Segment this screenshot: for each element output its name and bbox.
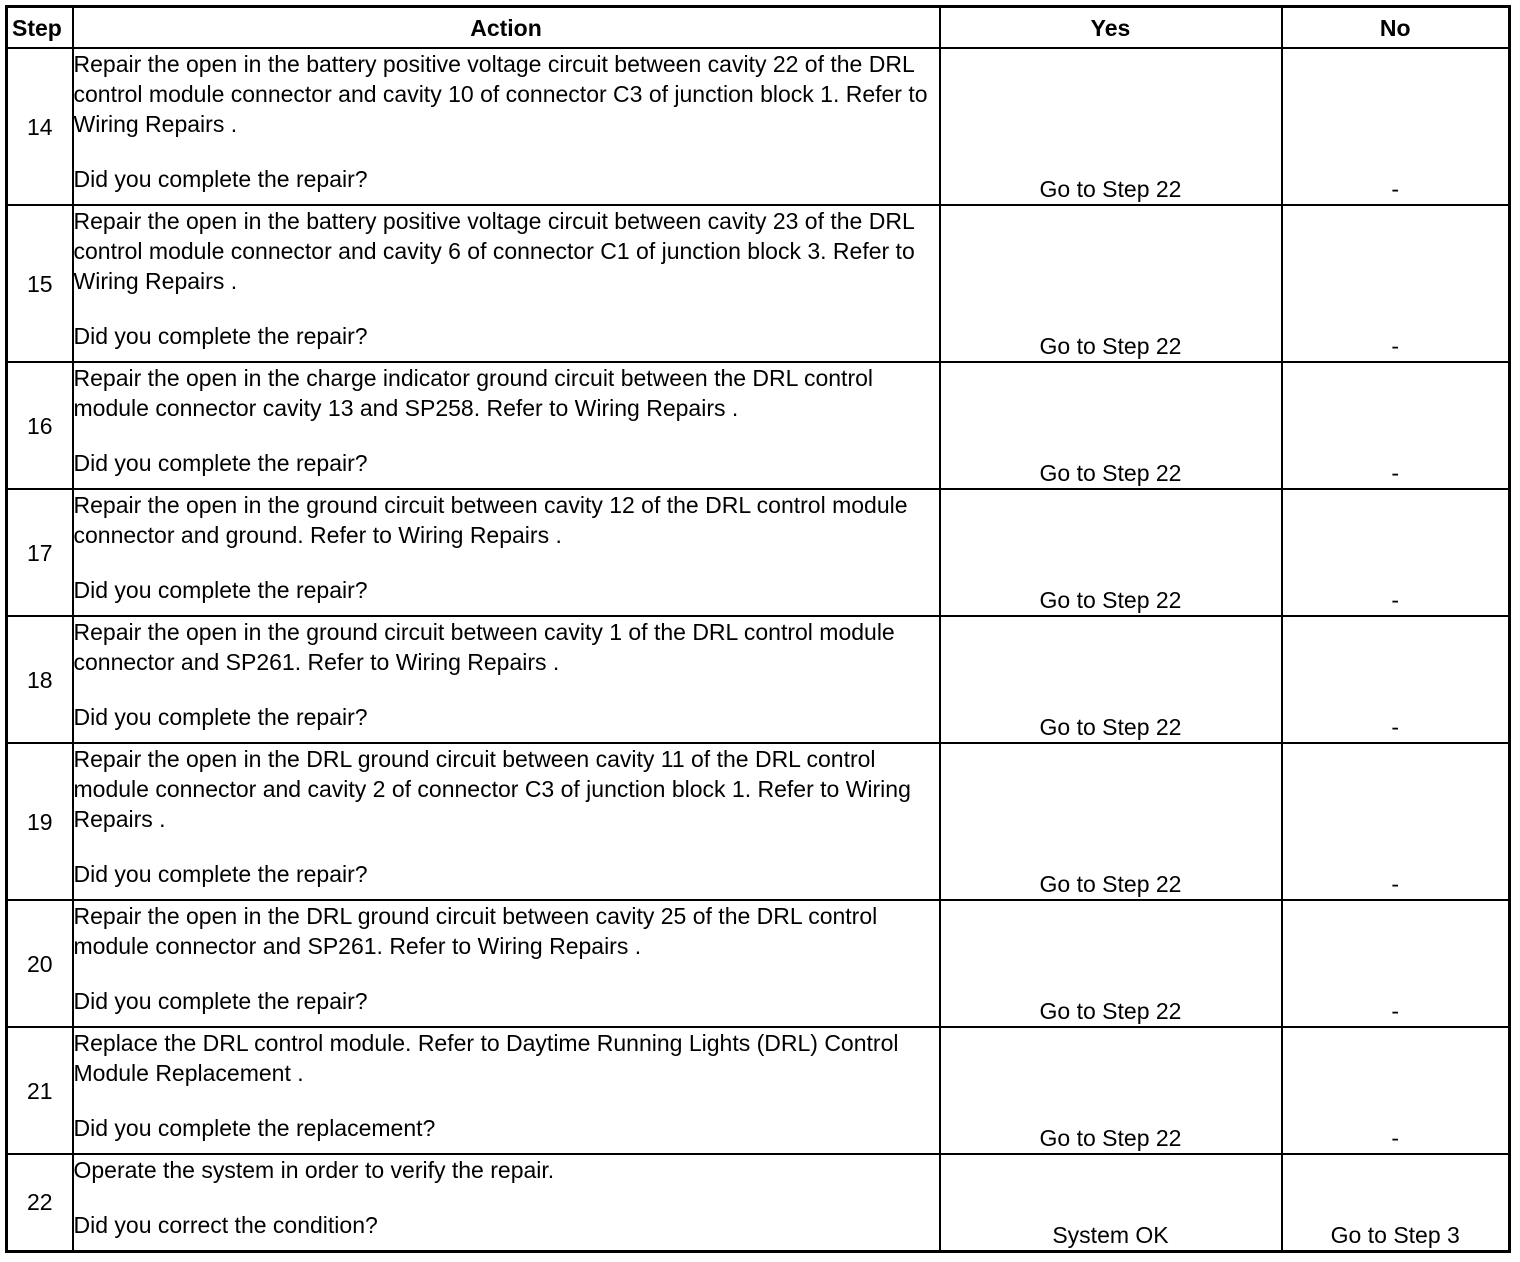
step-number: 18 bbox=[7, 616, 73, 743]
action-column-header: Action bbox=[73, 7, 940, 49]
table-row bbox=[7, 900, 1510, 1027]
no-result: - bbox=[1282, 616, 1510, 743]
no-result: - bbox=[1282, 205, 1510, 362]
yes-result: Go to Step 22 bbox=[940, 1027, 1282, 1154]
step-number: 15 bbox=[7, 205, 73, 362]
table-row bbox=[7, 362, 1510, 489]
table-row bbox=[7, 1027, 1510, 1154]
table-row bbox=[7, 1154, 1510, 1251]
no-result: Go to Step 3 bbox=[1282, 1154, 1510, 1251]
yes-result: Go to Step 22 bbox=[940, 743, 1282, 900]
step-number: 17 bbox=[7, 489, 73, 616]
action-question: Did you correct the condition? bbox=[73, 1212, 378, 1238]
action-question: Did you complete the repair? bbox=[73, 988, 368, 1014]
yes-result: System OK bbox=[940, 1154, 1282, 1251]
table-row bbox=[7, 489, 1510, 616]
action-cell bbox=[73, 1154, 940, 1251]
step-number: 20 bbox=[7, 900, 73, 1027]
no-result: - bbox=[1282, 743, 1510, 900]
step-number: 22 bbox=[7, 1154, 73, 1251]
table-row bbox=[7, 205, 1510, 362]
action-text: Operate the system in order to verify the repair. bbox=[73, 1157, 555, 1183]
yes-result: Go to Step 22 bbox=[940, 900, 1282, 1027]
action-cell bbox=[73, 48, 940, 205]
action-cell bbox=[73, 743, 940, 900]
action-cell bbox=[73, 1027, 940, 1154]
action-question: Did you complete the replacement? bbox=[73, 1115, 436, 1141]
action-text: Repair the open in the DRL ground circuit between cavity 25 of the DRL control module connector and SP261. Refer to Wiring Repairs . bbox=[73, 903, 878, 959]
action-text: Repair the open in the battery positive voltage circuit between cavity 22 of the DRL control module connector and cavity 10 of connector C3 of junction block 1. Refer to Wiring Repairs . bbox=[73, 51, 928, 137]
no-column-header: No bbox=[1282, 7, 1510, 49]
table-row bbox=[7, 616, 1510, 743]
step-column-header: Step bbox=[7, 7, 73, 49]
action-text: Repair the open in the ground circuit between cavity 12 of the DRL control module connector and ground. Refer to Wiring Repairs . bbox=[73, 492, 908, 548]
yes-result: Go to Step 22 bbox=[940, 616, 1282, 743]
yes-result: Go to Step 22 bbox=[940, 48, 1282, 205]
table-header-row bbox=[7, 7, 1510, 49]
yes-result: Go to Step 22 bbox=[940, 205, 1282, 362]
step-number: 16 bbox=[7, 362, 73, 489]
action-question: Did you complete the repair? bbox=[73, 166, 368, 192]
action-text: Repair the open in the charge indicator ground circuit between the DRL control module connector cavity 13 and SP258. Refer to Wiring Repairs . bbox=[73, 365, 874, 421]
diagnostic-table bbox=[5, 5, 1511, 1253]
no-result: - bbox=[1282, 1027, 1510, 1154]
no-result: - bbox=[1282, 362, 1510, 489]
action-cell bbox=[73, 616, 940, 743]
table-row bbox=[7, 743, 1510, 900]
action-cell bbox=[73, 900, 940, 1027]
no-result: - bbox=[1282, 900, 1510, 1027]
action-question: Did you complete the repair? bbox=[73, 450, 368, 476]
action-text: Repair the open in the ground circuit between cavity 1 of the DRL control module connector and SP261. Refer to Wiring Repairs . bbox=[73, 619, 895, 675]
action-text: Repair the open in the battery positive voltage circuit between cavity 23 of the DRL control module connector and cavity 6 of connector C1 of junction block 3. Refer to Wiring Repairs . bbox=[73, 208, 915, 294]
action-question: Did you complete the repair? bbox=[73, 323, 368, 349]
action-cell bbox=[73, 362, 940, 489]
action-question: Did you complete the repair? bbox=[73, 704, 368, 730]
yes-result: Go to Step 22 bbox=[940, 489, 1282, 616]
action-text: Repair the open in the DRL ground circuit between cavity 11 of the DRL control module connector and cavity 2 of connector C3 of junction block 1. Refer to Wiring Repairs . bbox=[73, 746, 911, 832]
step-number: 21 bbox=[7, 1027, 73, 1154]
yes-result: Go to Step 22 bbox=[940, 362, 1282, 489]
step-number: 19 bbox=[7, 743, 73, 900]
yes-column-header: Yes bbox=[940, 7, 1282, 49]
no-result: - bbox=[1282, 48, 1510, 205]
step-number: 14 bbox=[7, 48, 73, 205]
action-question: Did you complete the repair? bbox=[73, 861, 368, 887]
action-cell bbox=[73, 489, 940, 616]
no-result: - bbox=[1282, 489, 1510, 616]
action-cell bbox=[73, 205, 940, 362]
table-row bbox=[7, 48, 1510, 205]
action-question: Did you complete the repair? bbox=[73, 577, 368, 603]
action-text: Replace the DRL control module. Refer to Daytime Running Lights (DRL) Control Module Replacement . bbox=[73, 1030, 899, 1086]
